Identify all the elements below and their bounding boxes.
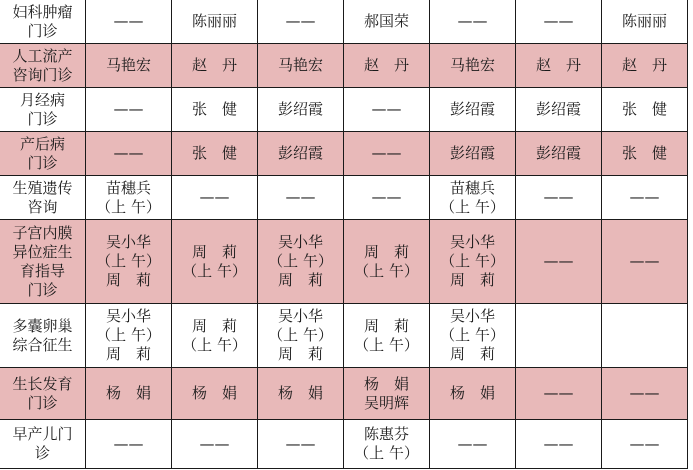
doctor-cell-line: 马艳宏 xyxy=(277,56,323,74)
doctor-cell xyxy=(344,132,430,176)
department-cell xyxy=(0,176,86,220)
doctor-cell-line: —— xyxy=(371,144,402,162)
department-cell xyxy=(0,0,86,44)
doctor-cell-line: —— xyxy=(113,12,144,30)
doctor-cell-line: 杨 娟 xyxy=(277,384,323,402)
doctor-cell-line: （上 午） xyxy=(440,326,505,344)
doctor-cell-line: 彭绍霞 xyxy=(449,100,495,118)
schedule-row xyxy=(0,368,688,420)
doctor-cell-line: 马艳宏 xyxy=(449,56,495,74)
doctor-cell xyxy=(172,420,258,469)
doctor-cell-line: 杨 娟 xyxy=(449,384,495,402)
doctor-cell-line: —— xyxy=(113,144,144,162)
doctor-cell-line: 赵 丹 xyxy=(363,56,409,74)
doctor-cell-line: 彭绍霞 xyxy=(535,100,581,118)
doctor-cell xyxy=(602,368,688,420)
doctor-cell-line: —— xyxy=(113,434,144,453)
doctor-cell xyxy=(172,220,258,304)
doctor-cell xyxy=(86,132,172,176)
doctor-cell-line: （上 午） xyxy=(440,197,505,216)
doctor-cell-line: 杨 娟 xyxy=(105,384,151,402)
schedule-row xyxy=(0,44,688,88)
doctor-cell-line: 张 健 xyxy=(621,100,667,118)
doctor-cell xyxy=(430,176,516,220)
department-name-line: 早产儿门 xyxy=(12,425,73,443)
doctor-cell xyxy=(86,420,172,469)
doctor-cell-line: —— xyxy=(371,188,402,206)
doctor-cell xyxy=(86,176,172,220)
doctor-cell-line: 周 莉 xyxy=(105,271,151,289)
doctor-cell xyxy=(344,44,430,88)
doctor-cell-line: —— xyxy=(285,12,316,30)
doctor-cell xyxy=(602,44,688,88)
doctor-cell xyxy=(602,0,688,44)
doctor-cell xyxy=(86,0,172,44)
doctor-cell-line: 郝国荣 xyxy=(363,12,409,30)
department-cell xyxy=(0,420,86,469)
doctor-cell xyxy=(516,220,602,304)
department-name-line: 生殖遗传 xyxy=(12,178,73,197)
doctor-cell-line: 吴小华 xyxy=(105,233,151,251)
doctor-cell xyxy=(516,304,602,368)
doctor-cell xyxy=(86,220,172,304)
doctor-cell-line: —— xyxy=(199,188,230,206)
doctor-cell xyxy=(258,420,344,469)
doctor-cell-line: （上 午） xyxy=(354,261,419,280)
schedule-row xyxy=(0,304,688,368)
department-name-line: 综合征生 xyxy=(12,335,73,354)
department-cell xyxy=(0,304,86,368)
doctor-cell xyxy=(258,368,344,420)
doctor-cell xyxy=(344,176,430,220)
doctor-cell-line: 吴小华 xyxy=(277,233,323,251)
doctor-cell-line: （上 午） xyxy=(354,444,419,462)
doctor-cell-line: —— xyxy=(285,188,316,206)
doctor-cell-line: 陈丽丽 xyxy=(621,12,667,30)
doctor-cell xyxy=(172,368,258,420)
doctor-cell-line: 周 莉 xyxy=(277,345,323,363)
doctor-cell xyxy=(172,132,258,176)
schedule-row xyxy=(0,132,688,176)
department-name-line: 诊 xyxy=(34,444,50,462)
doctor-cell xyxy=(258,176,344,220)
doctor-cell-line: 彭绍霞 xyxy=(535,144,581,162)
doctor-cell-line: 张 健 xyxy=(191,144,237,162)
doctor-cell-line: 周 莉 xyxy=(105,345,151,363)
doctor-cell-line: 苗穗兵 xyxy=(449,178,495,197)
schedule-row xyxy=(0,420,688,469)
doctor-cell-line: 张 健 xyxy=(191,100,237,118)
doctor-cell xyxy=(602,420,688,469)
doctor-cell-line: 周 莉 xyxy=(449,345,495,363)
doctor-cell-line: —— xyxy=(113,100,144,118)
doctor-cell-line: —— xyxy=(629,434,660,453)
doctor-cell-line: 彭绍霞 xyxy=(277,100,323,118)
schedule-row xyxy=(0,220,688,304)
doctor-cell xyxy=(516,88,602,132)
doctor-cell xyxy=(258,220,344,304)
doctor-cell xyxy=(344,220,430,304)
doctor-cell xyxy=(344,368,430,420)
doctor-cell-line: —— xyxy=(543,188,574,206)
department-name-line: 门诊 xyxy=(27,21,58,40)
department-cell xyxy=(0,368,86,420)
doctor-cell xyxy=(516,420,602,469)
department-name-line: 人工流产 xyxy=(12,46,73,65)
doctor-cell xyxy=(258,0,344,44)
doctor-cell-line: 张 健 xyxy=(621,144,667,162)
doctor-cell-line: 吴小华 xyxy=(105,307,151,325)
doctor-cell-line: 吴小华 xyxy=(449,307,495,325)
doctor-cell-line: 周 莉 xyxy=(191,316,237,335)
doctor-cell-line: 赵 丹 xyxy=(191,56,237,74)
department-name-line: 产后病 xyxy=(19,134,65,153)
doctor-cell-line: —— xyxy=(543,252,574,270)
doctor-cell-line: —— xyxy=(285,434,316,453)
doctor-cell xyxy=(602,304,688,368)
doctor-cell-line: —— xyxy=(629,252,660,270)
doctor-cell xyxy=(258,88,344,132)
doctor-cell xyxy=(344,88,430,132)
doctor-cell xyxy=(258,44,344,88)
doctor-cell-line: —— xyxy=(457,434,488,453)
doctor-cell xyxy=(430,88,516,132)
doctor-cell-line: （上 午） xyxy=(182,261,247,280)
doctor-cell xyxy=(602,220,688,304)
doctor-cell xyxy=(258,304,344,368)
doctor-cell xyxy=(430,420,516,469)
doctor-cell-line: （上 午） xyxy=(96,197,161,216)
doctor-cell xyxy=(258,132,344,176)
doctor-cell xyxy=(516,132,602,176)
doctor-cell-line: （上 午） xyxy=(96,326,161,344)
doctor-cell-line: （上 午） xyxy=(96,252,161,270)
doctor-cell xyxy=(172,304,258,368)
schedule-row xyxy=(0,88,688,132)
department-name-line: 子宫内膜 xyxy=(12,223,73,242)
doctor-cell-line: —— xyxy=(543,434,574,453)
doctor-cell xyxy=(86,44,172,88)
department-name-line: 门诊 xyxy=(27,393,58,412)
doctor-cell-line: —— xyxy=(543,384,574,402)
doctor-cell-line: （上 午） xyxy=(182,335,247,354)
doctor-cell-line: —— xyxy=(199,434,230,453)
department-name-line: 生长发育 xyxy=(12,374,73,393)
doctor-cell-line: 彭绍霞 xyxy=(449,144,495,162)
department-cell xyxy=(0,132,86,176)
department-name-line: 门诊 xyxy=(27,280,58,299)
doctor-cell-line: （上 午） xyxy=(268,326,333,344)
schedule-row xyxy=(0,0,688,44)
doctor-cell-line: —— xyxy=(457,12,488,30)
department-cell xyxy=(0,44,86,88)
department-name-line: 月经病 xyxy=(19,90,65,109)
doctor-cell-line: 杨 娟 xyxy=(191,384,237,402)
doctor-cell-line: 杨 娟 xyxy=(363,374,409,393)
doctor-cell xyxy=(430,304,516,368)
doctor-cell xyxy=(430,44,516,88)
doctor-cell-line: 周 莉 xyxy=(191,242,237,261)
department-name-line: 育指导 xyxy=(19,261,65,280)
doctor-cell-line: —— xyxy=(629,384,660,402)
doctor-cell xyxy=(86,304,172,368)
doctor-cell-line: （上 午） xyxy=(440,252,505,270)
doctor-cell-line: 赵 丹 xyxy=(535,56,581,74)
doctor-cell-line: 周 莉 xyxy=(449,271,495,289)
doctor-cell xyxy=(86,368,172,420)
department-cell xyxy=(0,220,86,304)
department-name-line: 异位症生 xyxy=(12,242,73,261)
department-name-line: 多囊卵巢 xyxy=(12,316,73,335)
doctor-cell xyxy=(344,0,430,44)
doctor-cell xyxy=(430,132,516,176)
doctor-cell xyxy=(516,44,602,88)
doctor-cell-line: （上 午） xyxy=(354,335,419,354)
doctor-cell xyxy=(172,0,258,44)
department-name-line: 门诊 xyxy=(27,109,58,128)
doctor-cell-line: （上 午） xyxy=(268,252,333,270)
doctor-cell-line: 周 莉 xyxy=(363,242,409,261)
doctor-cell-line: 苗穗兵 xyxy=(105,178,151,197)
doctor-cell-line: 周 莉 xyxy=(363,316,409,335)
doctor-cell xyxy=(430,220,516,304)
doctor-cell xyxy=(86,88,172,132)
doctor-cell-line: 吴小华 xyxy=(449,233,495,251)
department-name-line: 咨询 xyxy=(27,197,58,216)
doctor-cell xyxy=(602,176,688,220)
doctor-cell xyxy=(344,420,430,469)
doctor-cell-line: —— xyxy=(543,12,574,30)
department-cell xyxy=(0,88,86,132)
doctor-cell-line: 吴小华 xyxy=(277,307,323,325)
doctor-cell-line: —— xyxy=(371,100,402,118)
doctor-cell xyxy=(602,132,688,176)
doctor-cell xyxy=(172,88,258,132)
doctor-cell xyxy=(516,368,602,420)
doctor-cell xyxy=(172,176,258,220)
department-name-line: 门诊 xyxy=(27,153,58,172)
doctor-cell xyxy=(516,0,602,44)
doctor-cell xyxy=(430,368,516,420)
doctor-cell-line: 赵 丹 xyxy=(621,56,667,74)
doctor-cell-line: 陈惠芬 xyxy=(363,425,409,443)
doctor-cell-line: —— xyxy=(629,188,660,206)
department-name-line: 妇科肿瘤 xyxy=(12,2,73,21)
schedule-row xyxy=(0,176,688,220)
doctor-cell-line: 吴明辉 xyxy=(363,393,409,412)
doctor-cell xyxy=(344,304,430,368)
department-name-line: 咨询门诊 xyxy=(12,65,73,84)
doctor-cell xyxy=(430,0,516,44)
doctor-cell-line: 马艳宏 xyxy=(105,56,151,74)
doctor-cell xyxy=(516,176,602,220)
doctor-cell-line: 陈丽丽 xyxy=(191,12,237,30)
doctor-cell-line: 周 莉 xyxy=(277,271,323,289)
doctor-cell xyxy=(602,88,688,132)
doctor-cell-line: 彭绍霞 xyxy=(277,144,323,162)
doctor-cell xyxy=(172,44,258,88)
